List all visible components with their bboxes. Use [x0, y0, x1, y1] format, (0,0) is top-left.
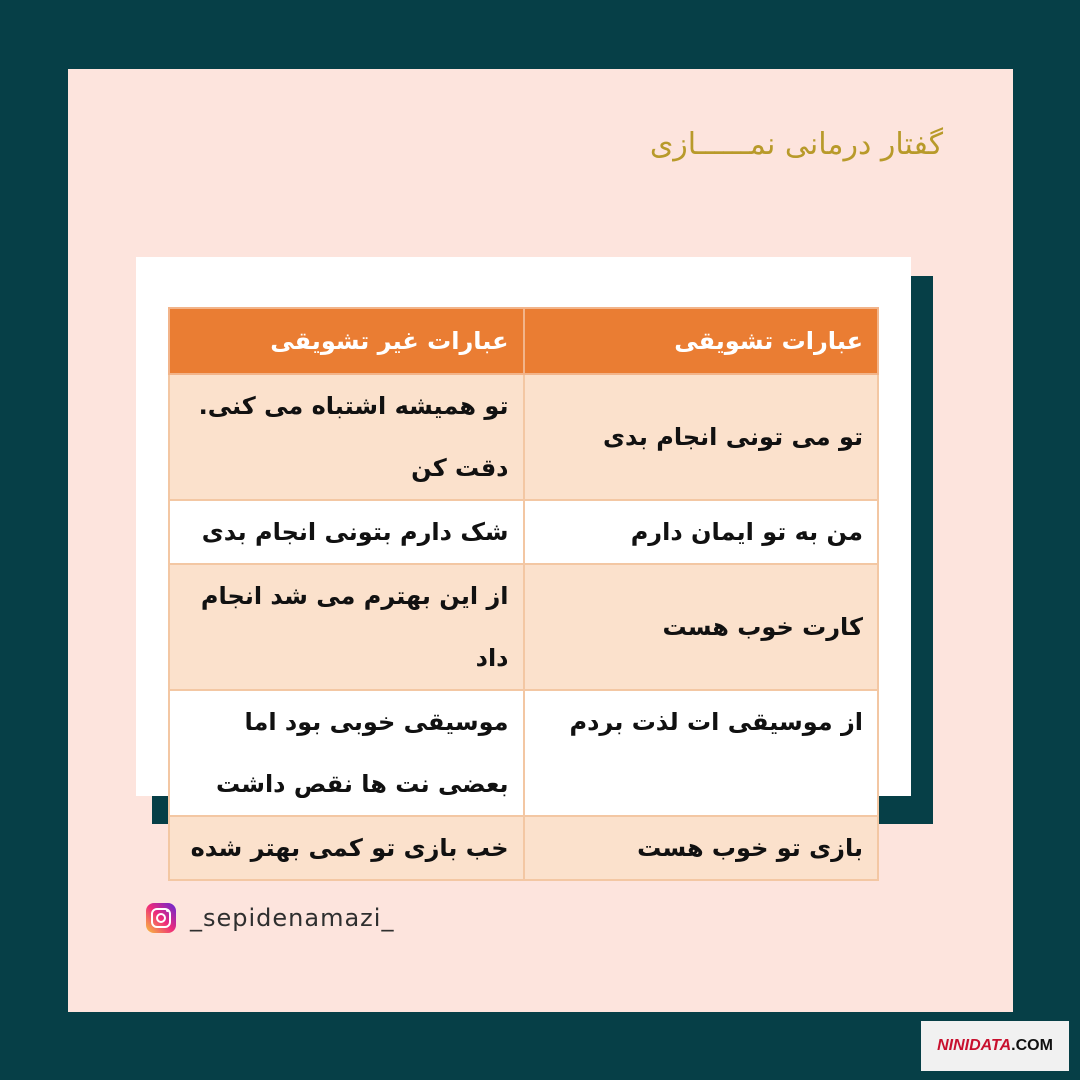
table-cell: موسیقی خوبی بود اما بعضی نت ها نقص داشت: [169, 690, 524, 816]
table-row: [169, 816, 878, 880]
instagram-link[interactable]: [146, 903, 394, 933]
instagram-handle: _sepidenamazi_: [190, 904, 395, 932]
instagram-icon: [146, 903, 176, 933]
watermark-brand: NINIDATA: [937, 1037, 1012, 1054]
table-header-row: [169, 308, 878, 374]
table-card: [136, 257, 911, 862]
table-row: [169, 564, 878, 690]
table-cell: شک دارم بتونی انجام بدی: [169, 500, 524, 564]
table-cell: خب بازی تو کمی بهتر شده: [169, 816, 524, 880]
phrases-table: [168, 307, 879, 881]
table-row: [169, 690, 878, 816]
table-row: [169, 500, 878, 564]
table-cell: تو همیشه اشتباه می کنی. دقت کن: [169, 374, 524, 500]
column-header-non-encouraging: عبارات غیر تشویقی: [169, 308, 524, 374]
content-panel: [68, 69, 1013, 1012]
table-cell: تو می تونی انجام بدی: [524, 374, 879, 500]
table-cell: کارت خوب هست: [524, 564, 879, 690]
table-row: [169, 374, 878, 500]
table-cell: از این بهترم می شد انجام داد: [169, 564, 524, 690]
column-header-encouraging: عبارات تشویقی: [524, 308, 879, 374]
table-cell: من به تو ایمان دارم: [524, 500, 879, 564]
table-cell: بازی تو خوب هست: [524, 816, 879, 880]
table-cell: از موسیقی ات لذت بردم: [524, 690, 879, 816]
watermark-tld: .COM: [1011, 1037, 1053, 1054]
watermark-logo: [921, 1021, 1069, 1071]
page-title: گفتار درمانی نمــــــازی: [649, 127, 943, 162]
